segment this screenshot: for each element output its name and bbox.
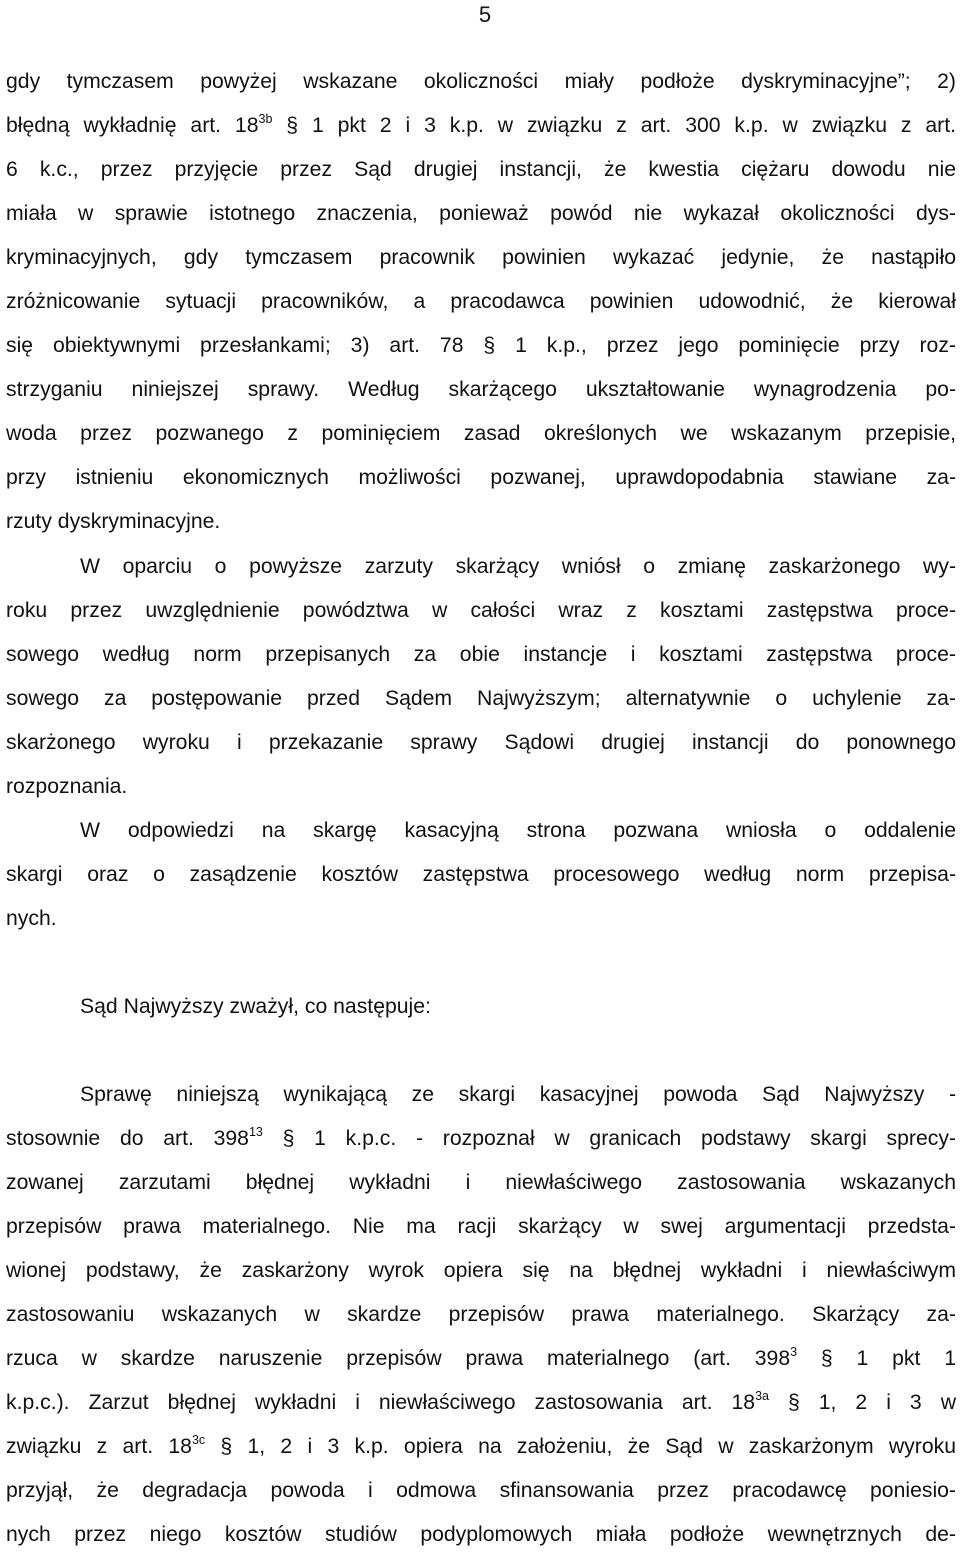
text-line xyxy=(6,860,956,890)
text-segment: kryminacyjnych, gdy tymczasem pracownik powinien wykazać jedynie, że nastąpiło xyxy=(6,246,956,269)
text-segment: § 1 pkt 2 i 3 k.p. w związku z art. 300 k.p. w związku z art. xyxy=(272,114,956,137)
text-line xyxy=(6,728,956,758)
text-line xyxy=(6,155,956,185)
superscript: 13 xyxy=(248,1125,263,1139)
text-line xyxy=(6,684,956,714)
text-line xyxy=(6,1432,956,1462)
text-segment: W oparciu o powyższe zarzuty skarżący wniósł o zmianę zaskarżonego wy- xyxy=(80,555,956,578)
text-segment: 6 k.c., przez przyjęcie przez Sąd drugiej instancji, że kwestia ciężaru dowodu nie xyxy=(6,158,956,181)
text-line xyxy=(6,331,956,361)
text-segment: rzuca w skardze naruszenie przepisów prawa materialnego (art. 398 xyxy=(6,1347,791,1370)
text-line xyxy=(6,1212,956,1242)
text-line xyxy=(6,1124,956,1154)
text-line xyxy=(6,772,956,802)
text-line xyxy=(6,463,956,493)
text-line xyxy=(6,1256,956,1286)
text-segment: skarżonego wyroku i przekazanie sprawy Sądowi drugiej instancji do ponownego xyxy=(6,731,956,754)
text-segment: Sąd Najwyższy zważył, co następuje: xyxy=(80,995,431,1018)
text-line xyxy=(6,419,956,449)
text-segment: związku z art. 18 xyxy=(6,1435,192,1458)
text-line xyxy=(6,596,956,626)
text-segment: wionej podstawy, że zaskarżony wyrok opiera się na błędnej wykładni i niewłaściwym xyxy=(6,1259,956,1282)
text-segment: W odpowiedzi na skargę kasacyjną strona pozwana wniosła o oddalenie xyxy=(80,819,956,842)
text-segment: § 1 pkt 1 xyxy=(797,1347,956,1370)
page-number: 5 xyxy=(478,2,492,27)
text-line xyxy=(6,1168,956,1198)
text-segment: skargi oraz o zasądzenie kosztów zastępstwa procesowego według norm przepisa- xyxy=(6,863,956,886)
text-line xyxy=(6,1476,956,1506)
text-line xyxy=(6,552,956,582)
text-segment: k.p.c.). Zarzut błędnej wykładni i niewłaściwego zastosowania art. 18 xyxy=(6,1391,756,1414)
text-line xyxy=(6,67,956,97)
text-segment: błędną wykładnię art. 18 xyxy=(6,114,259,137)
text-line xyxy=(6,199,956,229)
text-segment: zróżnicowanie sytuacji pracowników, a pracodawca powinien udowodnić, że kierował xyxy=(6,290,956,313)
text-segment: sowego za postępowanie przed Sądem Najwyższym; alternatywnie o uchylenie za- xyxy=(6,687,956,710)
text-segment: nych. xyxy=(6,907,57,930)
text-segment: przepisów prawa materialnego. Nie ma racji skarżący w swej argumentacji przedsta- xyxy=(6,1215,956,1238)
text-line xyxy=(6,507,956,537)
text-line xyxy=(6,1520,956,1550)
text-line xyxy=(6,816,956,846)
text-line xyxy=(6,904,956,934)
superscript: 3a xyxy=(755,1389,769,1403)
text-segment: nych przez niego kosztów studiów podyplomowych miała podłoże wewnętrznych de- xyxy=(6,1523,956,1546)
text-line xyxy=(6,375,956,405)
text-segment: Sprawę niniejszą wynikającą ze skargi kasacyjnej powoda Sąd Najwyższy - xyxy=(80,1083,956,1106)
text-line xyxy=(6,1388,956,1418)
text-segment: gdy tymczasem powyżej wskazane okoliczności miały podłoże dyskryminacyjne”; 2) xyxy=(6,70,956,93)
text-segment: strzyganiu niniejszej sprawy. Według skarżącego ukształtowanie wynagrodzenia po- xyxy=(6,378,956,401)
text-line xyxy=(6,243,956,273)
text-segment: rozpoznania. xyxy=(6,775,128,798)
text-segment: sowego według norm przepisanych za obie instancje i kosztami zastępstwa proce- xyxy=(6,643,956,666)
text-segment: stosownie do art. 398 xyxy=(6,1127,249,1150)
text-segment: się obiektywnymi przesłankami; 3) art. 78 § 1 k.p., przez jego pominięcie przy roz- xyxy=(6,334,956,357)
text-line xyxy=(6,111,956,141)
text-segment: przy istnieniu ekonomicznych możliwości pozwanej, uprawdopodabnia stawiane za- xyxy=(6,466,956,489)
text-segment: zastosowaniu wskazanych w skardze przepisów prawa materialnego. Skarżący za- xyxy=(6,1303,956,1326)
text-segment: miała w sprawie istotnego znaczenia, ponieważ powód nie wykazał okoliczności dys- xyxy=(6,202,956,225)
text-line xyxy=(6,992,956,1022)
text-segment: zowanej zarzutami błędnej wykładni i niewłaściwego zastosowania wskazanych xyxy=(6,1171,956,1194)
superscript: 3c xyxy=(191,1433,206,1447)
text-segment: § 1, 2 i 3 w xyxy=(768,1391,957,1414)
superscript: 3b xyxy=(258,112,273,126)
text-segment: woda przez pozwanego z pominięciem zasad określonych we wskazanym przepisie, xyxy=(6,422,956,445)
text-line xyxy=(6,1080,956,1110)
text-line xyxy=(6,287,956,317)
text-line xyxy=(6,640,956,670)
superscript: 3 xyxy=(790,1345,798,1359)
text-segment: przyjął, że degradacja powoda i odmowa sfinansowania przez pracodawcę poniesio- xyxy=(6,1479,956,1502)
text-line xyxy=(6,1344,956,1374)
text-line xyxy=(6,1300,956,1330)
text-segment: § 1, 2 i 3 k.p. opiera na założeniu, że Sąd w zaskarżonym wyroku xyxy=(205,1435,956,1458)
text-segment: § 1 k.p.c. - rozpoznał w granicach podstawy skargi sprecy- xyxy=(262,1127,956,1150)
text-segment: roku przez uwzględnienie powództwa w całości wraz z kosztami zastępstwa proce- xyxy=(6,599,956,622)
text-segment: rzuty dyskryminacyjne. xyxy=(6,510,221,533)
